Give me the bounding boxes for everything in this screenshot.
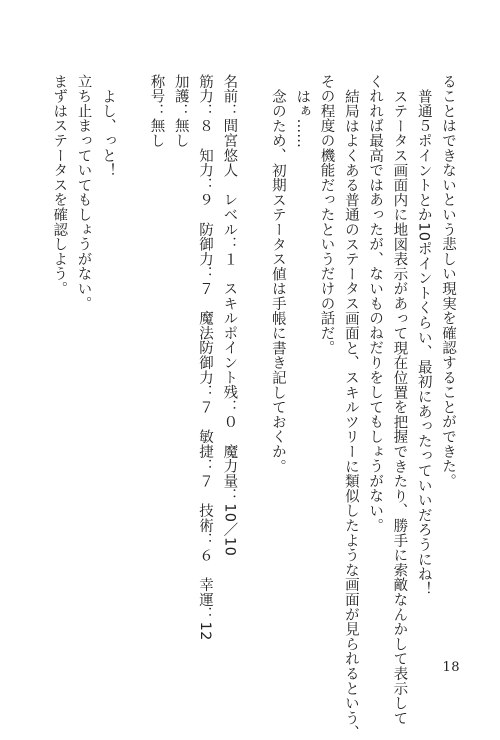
narrative-line: 念のため、初期ステータス値は手帳に書き記しておくか。 bbox=[269, 88, 286, 474]
status-line: 筋力：８ 知力：９ 防御力：７ 魔法防御力：７ 敏捷：７ 技術：６ 幸運：12 bbox=[197, 74, 214, 641]
blank-line bbox=[241, 74, 265, 584]
closing-line: よし、っと！ bbox=[99, 88, 116, 178]
narrative-line: 結局はよくある普通のステータス画面と、スキルツリーに類似したような画面が見られるという、 bbox=[342, 88, 359, 740]
status-line: 称号：無し bbox=[148, 74, 165, 148]
closing-line: 立ち止まっていてもしょうがない。 bbox=[75, 74, 92, 311]
status-line: 加護：無し bbox=[172, 74, 189, 148]
closing-line: まずはステータスを確認しよう。 bbox=[51, 74, 68, 296]
narrative-line: はぁ…… bbox=[294, 88, 311, 148]
blank-line bbox=[120, 74, 144, 584]
narrative-line: 普通５ポイントとか10ポイントくらい、最初にあったっていいだろうにね！ bbox=[415, 88, 432, 596]
narrative-line: ることはできないという悲しい現実を確認することができた。 bbox=[440, 74, 456, 489]
narrative-line: ステータス画面内に地図表示があって現在位置を把握できたり、勝手に索敵なんかして表示して bbox=[391, 88, 408, 725]
narrative-line: くれれば最高ではあったが、ないものねだりをしてもしょうがない。 bbox=[367, 74, 384, 533]
status-line: 名前：間宮悠人 レベル：１ スキルポイント残：０ 魔力量：10／10 bbox=[221, 74, 238, 557]
page-number: 18 bbox=[442, 660, 460, 675]
narrative-line: その程度の機能だったというだけの話だ。 bbox=[318, 74, 335, 356]
